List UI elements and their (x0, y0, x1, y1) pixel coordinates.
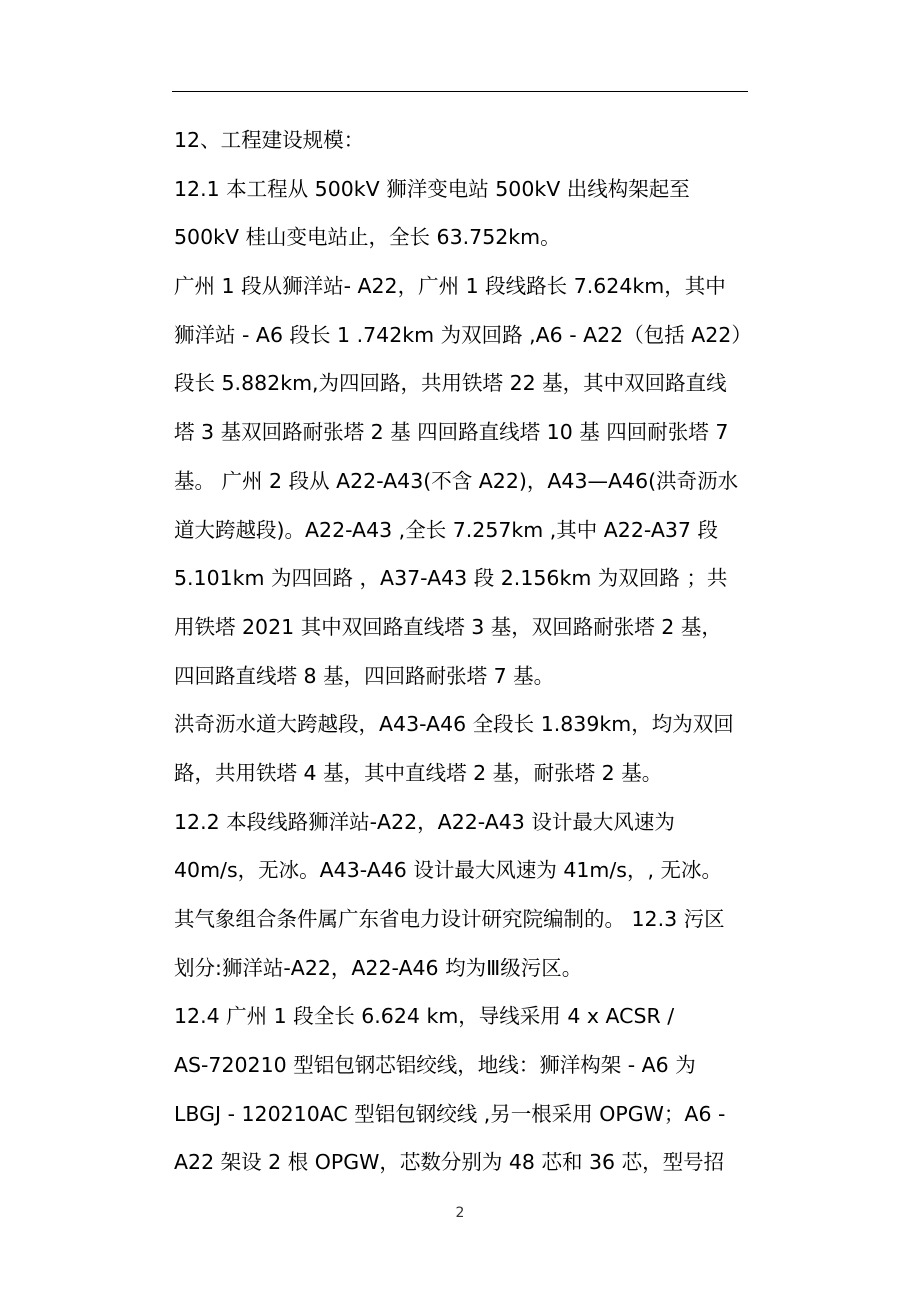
text-line: 塔 3 基双回路耐张塔 2 基 四回路直线塔 10 基 四回耐张塔 7 (174, 420, 729, 445)
text-line: 12.4 广州 1 段全长 6.624 km，导线采用 4 x ACSR / (174, 1004, 675, 1029)
text-line: 500kV 桂山变电站止，全长 63.752km。 (174, 225, 561, 250)
text-line: 用铁塔 2021 其中双回路直线塔 3 基，双回路耐张塔 2 基， (174, 614, 722, 639)
page-number: 2 (455, 1205, 465, 1221)
text-line: 洪奇沥水道大跨越段，A43-A46 全段长 1.839km，均为双回 (174, 712, 734, 737)
text-line: A22 架设 2 根 OPGW，芯数分别为 48 芯和 36 芯，型号招 (174, 1150, 725, 1175)
text-line: 广州 1 段从狮洋站- A22，广州 1 段线路长 7.624km，其中 (174, 274, 726, 299)
text-line: 基。 广州 2 段从 A22-A43(不含 A22)，A43—A46(洪奇沥水 (174, 468, 739, 493)
text-line: LBGJ - 120210AC 型铝包钢绞线 ,另一根采用 OPGW；A6 - (174, 1101, 726, 1126)
text-line: 其气象组合条件属广东省电力设计研究院编制的。 12.3 污区 (174, 907, 725, 931)
text-line: 路，共用铁塔 4 基，其中直线塔 2 基，耐张塔 2 基。 (174, 760, 663, 785)
text-line: 段长 5.882km,为四回路，共用铁塔 22 基，其中双回路直线 (174, 371, 727, 396)
text-line: 狮洋站 - A6 段长 1 .742km 为双回路 ,A6 - A22（包括 A22） (174, 322, 752, 347)
header-rule (172, 91, 748, 92)
text-line: 划分:狮洋站-A22，A22-A46 均为Ⅲ级污区。 (174, 955, 583, 980)
text-line: 道大跨越段)。A22-A43 ,全长 7.257km ,其中 A22-A37 段 (174, 517, 718, 542)
text-line: 5.101km 为四回路 ，A37-A43 段 2.156km 为双回路 ；共 (174, 566, 728, 591)
text-line: 40m/s，无冰。A43-A46 设计最大风速为 41m/s，, 无冰。 (174, 858, 723, 883)
text-line: AS-720210 型铝包钢芯铝绞线，地线：狮洋构架 - A6 为 (174, 1053, 696, 1078)
body-text (174, 116, 764, 1187)
text-line: 12.1 本工程从 500kV 狮洋变电站 500kV 出线构架起至 (174, 176, 690, 201)
text-line: 12.2 本段线路狮洋站-A22，A22-A43 设计最大风速为 (174, 809, 675, 834)
text-line: 四回路直线塔 8 基，四回路耐张塔 7 基。 (174, 663, 555, 688)
text-line: 12、工程建设规模： (174, 128, 365, 152)
